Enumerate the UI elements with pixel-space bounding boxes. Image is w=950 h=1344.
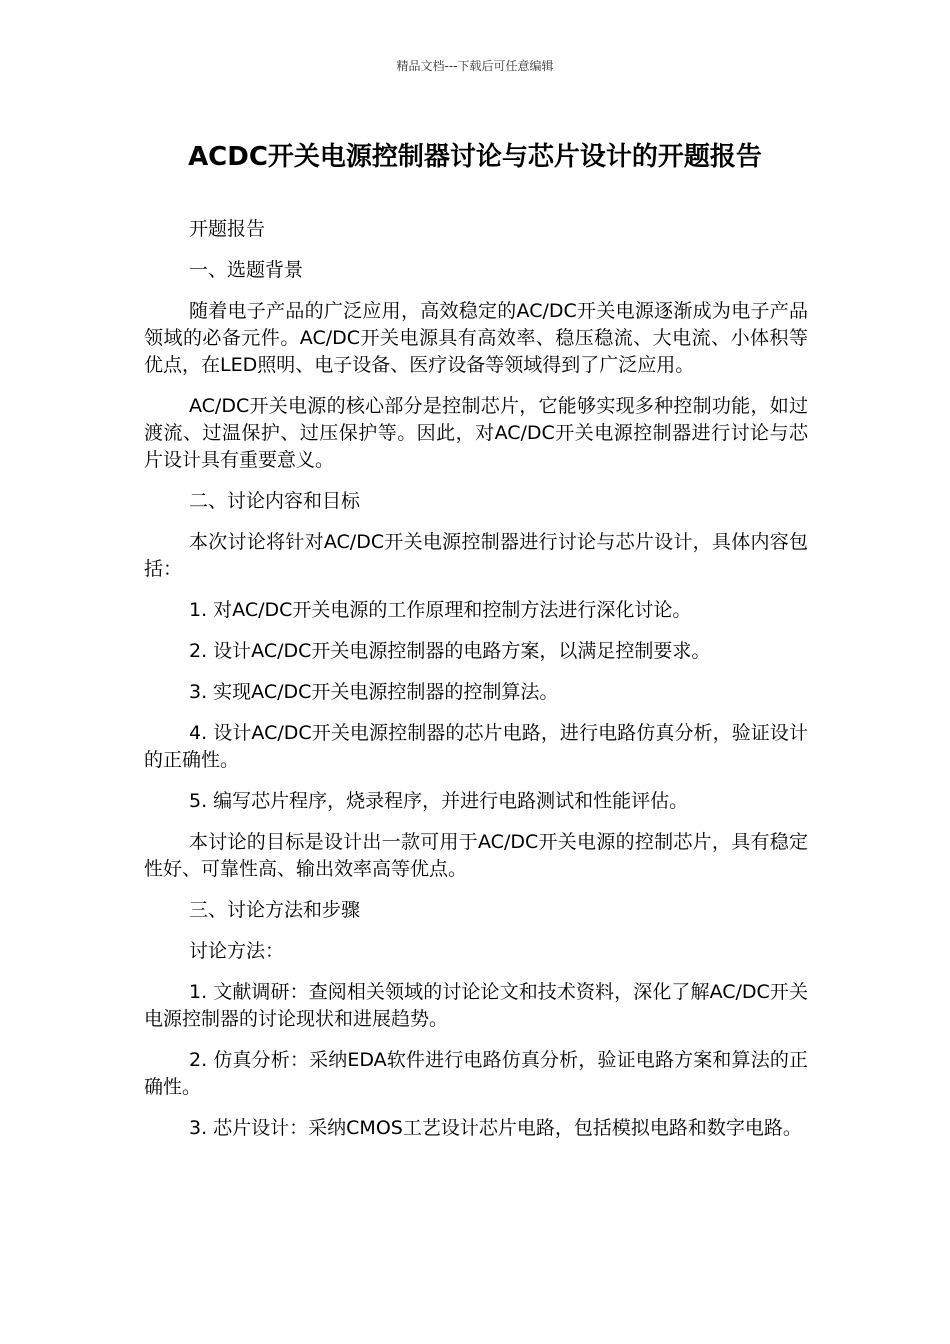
section-heading: 三、讨论方法和步骤 <box>189 899 361 921</box>
document-body <box>144 216 808 1156</box>
list-item: 3. 芯片设计：采纳CMOS工艺设计芯片电路，包括模拟电路和数字电路。 <box>189 1117 802 1139</box>
list-item: 2. 仿真分析：采纳EDA软件进行电路仿真分析，验证电路方案和算法的正确性。 <box>144 1049 808 1098</box>
paragraph: 随着电子产品的广泛应用，高效稳定的AC/DC开关电源逐渐成为电子产品领域的必备元件。AC/DC开关电源具有高效率、稳压稳流、大电流、小体积等优点，在LED照明、电子设备、医疗设备等领域得到了广泛应用。 <box>144 300 808 376</box>
list-item: 2. 设计AC/DC开关电源控制器的电路方案，以满足控制要求。 <box>189 640 711 662</box>
document-title: ACDC开关电源控制器讨论与芯片设计的开题报告 <box>188 142 762 172</box>
sub-heading: 讨论方法： <box>189 940 285 962</box>
paragraph: 本讨论的目标是设计出一款可用于AC/DC开关电源的控制芯片，具有稳定性好、可靠性高、输出效率高等优点。 <box>144 831 808 880</box>
section-heading: 开题报告 <box>189 218 266 240</box>
paragraph: 本次讨论将针对AC/DC开关电源控制器进行讨论与芯片设计，具体内容包括： <box>144 531 808 580</box>
list-item: 1. 文献调研：查阅相关领域的讨论论文和技术资料，深化了解AC/DC开关电源控制器的讨论现状和进展趋势。 <box>144 981 808 1030</box>
section-heading: 一、选题背景 <box>189 259 304 281</box>
list-item: 1. 对AC/DC开关电源的工作原理和控制方法进行深化讨论。 <box>189 599 692 621</box>
list-item: 4. 设计AC/DC开关电源控制器的芯片电路，进行电路仿真分析，验证设计的正确性。 <box>144 722 808 771</box>
paragraph: AC/DC开关电源的核心部分是控制芯片，它能够实现多种控制功能，如过渡流、过温保护、过压保护等。因此，对AC/DC开关电源控制器进行讨论与芯片设计具有重要意义。 <box>144 395 808 471</box>
header-note: 精品文档---下载后可任意编辑 <box>396 59 554 73</box>
list-item: 3. 实现AC/DC开关电源控制器的控制算法。 <box>189 681 559 703</box>
list-item: 5. 编写芯片程序，烧录程序，并进行电路测试和性能评估。 <box>189 790 689 812</box>
section-heading: 二、讨论内容和目标 <box>189 490 361 512</box>
